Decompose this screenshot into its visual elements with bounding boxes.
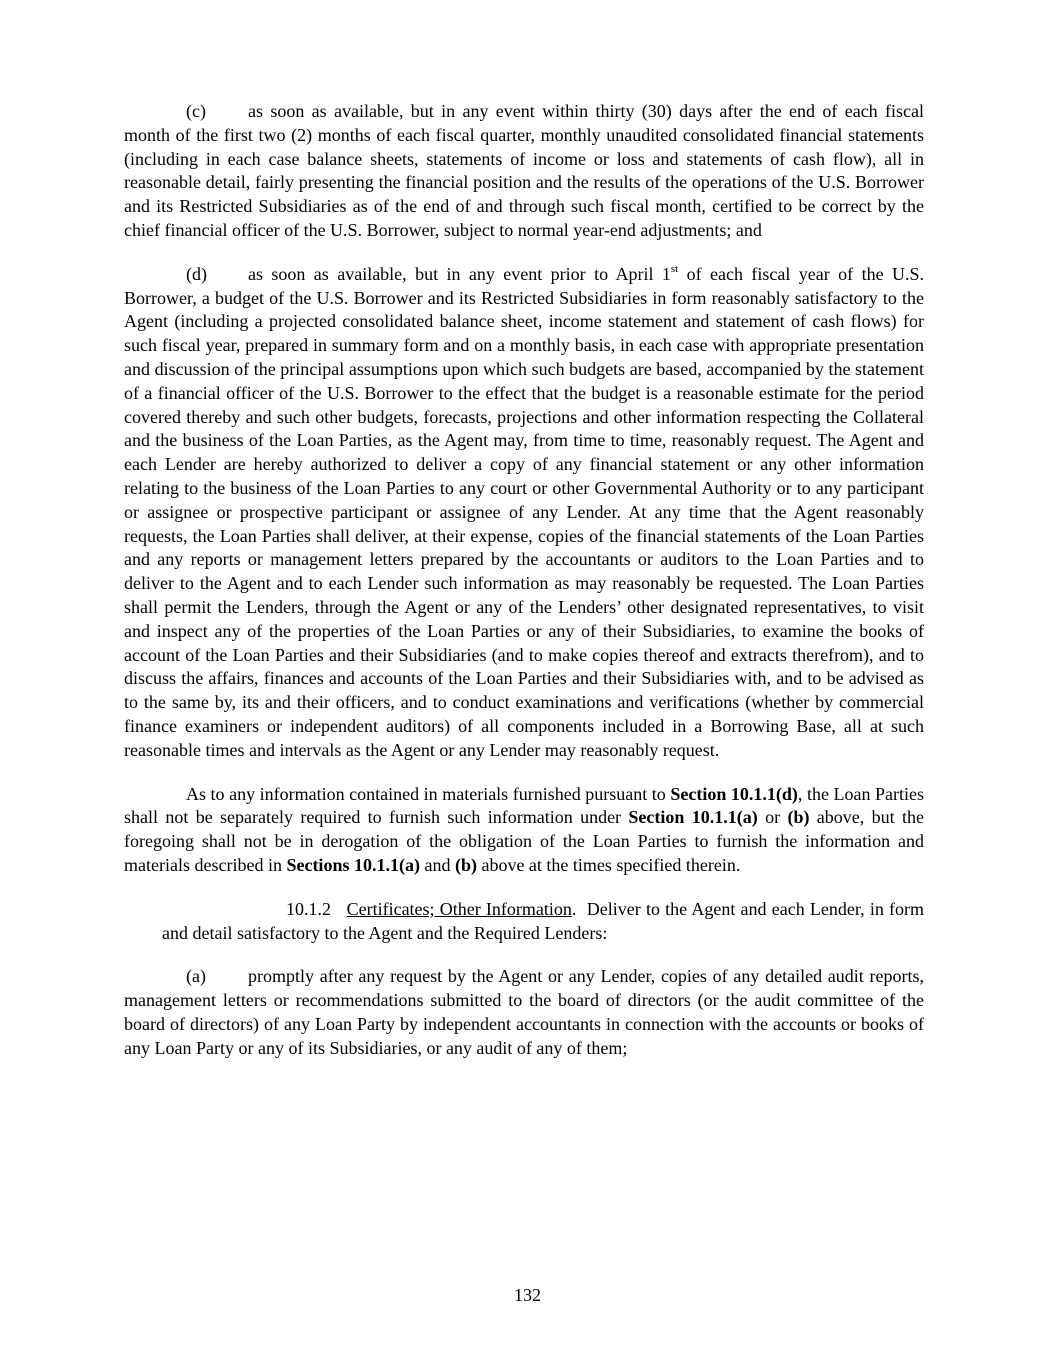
- section-text: Deliver to the Agent and each Lender, in form and detail satisfactory to the Agent and the Required Lenders:: [162, 898, 925, 943]
- paragraph-d-text-2: of each fiscal year of the U.S. Borrower, a budget of the U.S. Borrower and its Restricted Subsidiaries in form reasonably satisfactory to the Agent (including a projected consolidated balance sheet, income statement and statement of cash flows) for such fiscal year, prepared in summary form and on a monthly basis, in each case with appropriate presentation and discussion of the principal assumptions upon which such budgets are based, accompanied by the statement of a financial officer of the U.S. Borrower to the effect that the budget is a reasonable estimate for the period covered thereby and such other budgets, forecasts, projections and other information respecting the Collateral and the business of the Loan Parties, as the Agent may, from time to time, reasonably request. The Agent and each Lender are hereby authorized to deliver a copy of any financial statement or any other information relating to the business of the Loan Parties to any court or other Governmental Authority or to any participant or assignee or prospective participant or assignee of any Lender. At any time that the Agent reasonably requests, the Loan Parties shall deliver, at their expense, copies of the financial statements of the Loan Parties and any reports or management letters prepared by the accountants or auditors to the Loan Parties and to deliver to the Agent and to each Lender such information as may reasonably be requested. The Loan Parties shall permit the Lenders, through the Agent or any of the Lenders’ other designated representatives, to visit and inspect any of the properties of the Loan Parties or any of their Subsidiaries, to examine the books of account of the Loan Parties and their Subsidiaries (and to make copies thereof and extracts therefrom), and to discuss the affairs, finances and accounts of the Loan Parties and their Subsidiaries with, and to be advised as to the same by, its and their officers, and to conduct examinations and verifications (whether by commercial finance examiners or independent auditors) of all components included in a Borrowing Base, all at such reasonable times and intervals as the Agent or any Lender may reasonably request.: [124, 263, 924, 760]
- paragraph-c-label: (c): [186, 101, 206, 121]
- paragraph-a: [124, 965, 924, 1060]
- info-text-6: above at the times specified therein.: [476, 854, 741, 875]
- paragraph-a-text: promptly after any request by the Agent or any Lender, copies of any detailed audit reports, management letters or recommendations submitted to the board of directors (or the audit committee of the board of directors) of any Loan Party by independent accountants in connection with the accounts or books of any Loan Party or any of its Subsidiaries, or any audit of any of them;: [124, 966, 924, 1058]
- paragraph-c: [124, 100, 924, 243]
- info-text-1: As to any information contained in materials furnished pursuant to: [186, 783, 671, 804]
- section-ref-d: Section 10.1.1(d): [670, 783, 798, 804]
- section-10-1-2: [124, 898, 924, 946]
- section-number: 10.1.2: [286, 898, 331, 919]
- paragraph-information: [124, 783, 924, 878]
- info-text-5: and: [419, 854, 455, 875]
- paragraph-d-label: (d): [186, 263, 207, 284]
- sections-ref-b: (b): [454, 854, 477, 875]
- ordinal-superscript: st: [670, 262, 679, 275]
- sections-ref-a: Sections 10.1.1(a): [286, 854, 420, 875]
- info-text-2: , the Loan Parties shall not be separately required to furnish such information under: [124, 783, 925, 828]
- section-ref-b: (b): [787, 807, 810, 828]
- section-ref-a: Section 10.1.1(a): [628, 807, 758, 828]
- info-text-4: above, but the foregoing shall not be in derogation of the obligation of the Loan Parties to furnish the information and materials described in: [124, 807, 924, 875]
- paragraph-d-text-1: as soon as available, but in any event prior to April 1: [248, 263, 671, 284]
- paragraph-c-text: as soon as available, but in any event within thirty (30) days after the end of each fiscal month of the first two (2) months of each fiscal quarter, monthly unaudited consolidated financial statements (including in each case balance sheets, statements of income or loss and statements of cash flow), all in reasonable detail, fairly presenting the financial position and the results of the operations of the U.S. Borrower and its Restricted Subsidiaries as of the end of and through such fiscal month, certified to be correct by the chief financial officer of the U.S. Borrower, subject to normal year-end adjustments; and: [124, 101, 924, 240]
- section-title-period: .: [571, 898, 577, 919]
- document-page: [124, 100, 924, 1080]
- section-title: Certificates; Other Information: [346, 898, 572, 919]
- info-text-3: or: [757, 807, 788, 828]
- page-number: 132: [514, 1285, 541, 1305]
- paragraph-d: [124, 263, 924, 763]
- paragraph-a-label: (a): [186, 966, 206, 987]
